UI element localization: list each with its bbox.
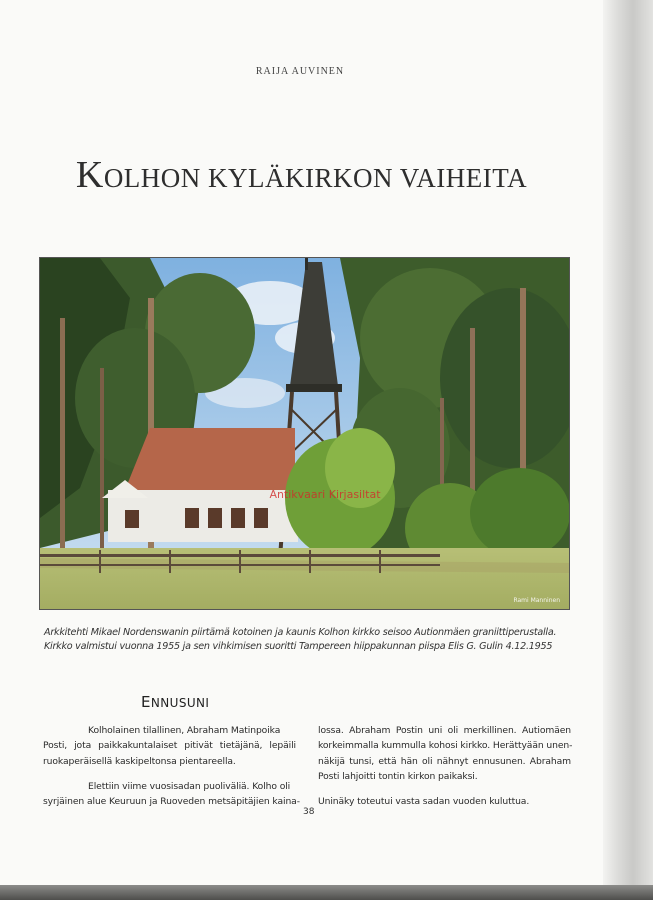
section-rest: NNUSUNI (150, 696, 210, 710)
paragraph-line: korkeimmalla kummulla kohosi kirkko. Herättyään unen- (318, 740, 573, 752)
section-initial: E (141, 693, 151, 711)
photo-watermark: Antikvaari Kirjasiltat (269, 488, 381, 501)
paragraph-line: syrjäinen alue Keuruun ja Ruoveden metsäpitäjien kaina- (43, 796, 300, 808)
caption-line-1: Arkkitehti Mikael Nordenswanin piirtämä kotoinen ja kaunis Kolhon kirkko seisoo Autionmäen graniittiperustalla. (44, 627, 557, 638)
church-photo-illustration (40, 258, 569, 609)
scan-bottom-edge (0, 885, 653, 900)
title-rest: OLHON KYLÄKIRKON VAIHEITA (103, 163, 528, 193)
section-heading (141, 693, 209, 711)
paragraph-line: näkijä tunsi, että hän oli nähnyt ennusunen. Abraham (318, 755, 571, 767)
article-title (0, 153, 603, 197)
book-spine-shadow (603, 0, 653, 885)
paragraph-line: ruokaperäisellä kaskipeltonsa pientareella. (43, 755, 236, 767)
paragraph-line: Posti, jota paikkakuntalaiset pitivät tietäjänä, lepäili (43, 740, 296, 752)
page-number: 38 (303, 807, 315, 817)
photo-credit: Rami Manninen (513, 597, 560, 604)
paragraph-line: lossa. Abraham Postin uni oli merkillinen. Autiomäen (318, 725, 571, 736)
paragraph-line: Elettiin viime vuosisadan puoliväliä. Kolho oli (88, 780, 291, 792)
church-photo (39, 257, 570, 610)
author-name: RAIJA AUVINEN (255, 66, 345, 77)
text-column-left (43, 723, 300, 809)
paragraph-line: Uninäky toteutui vasta sadan vuoden kuluttua. (318, 796, 530, 808)
photo-caption (44, 626, 574, 654)
caption-line-2: Kirkko valmistui vuonna 1955 ja sen vihkimisen suoritti Tampereen hiippakunnan piispa Elis G. Gulin 4.12.1955 (44, 641, 553, 652)
title-initial: K (75, 154, 104, 196)
text-column-right (318, 723, 571, 809)
paragraph-line: Kolholainen tilallinen, Abraham Matinpoika (88, 725, 281, 736)
paragraph-line: Posti lahjoitti tontin kirkon paikaksi. (318, 770, 478, 782)
